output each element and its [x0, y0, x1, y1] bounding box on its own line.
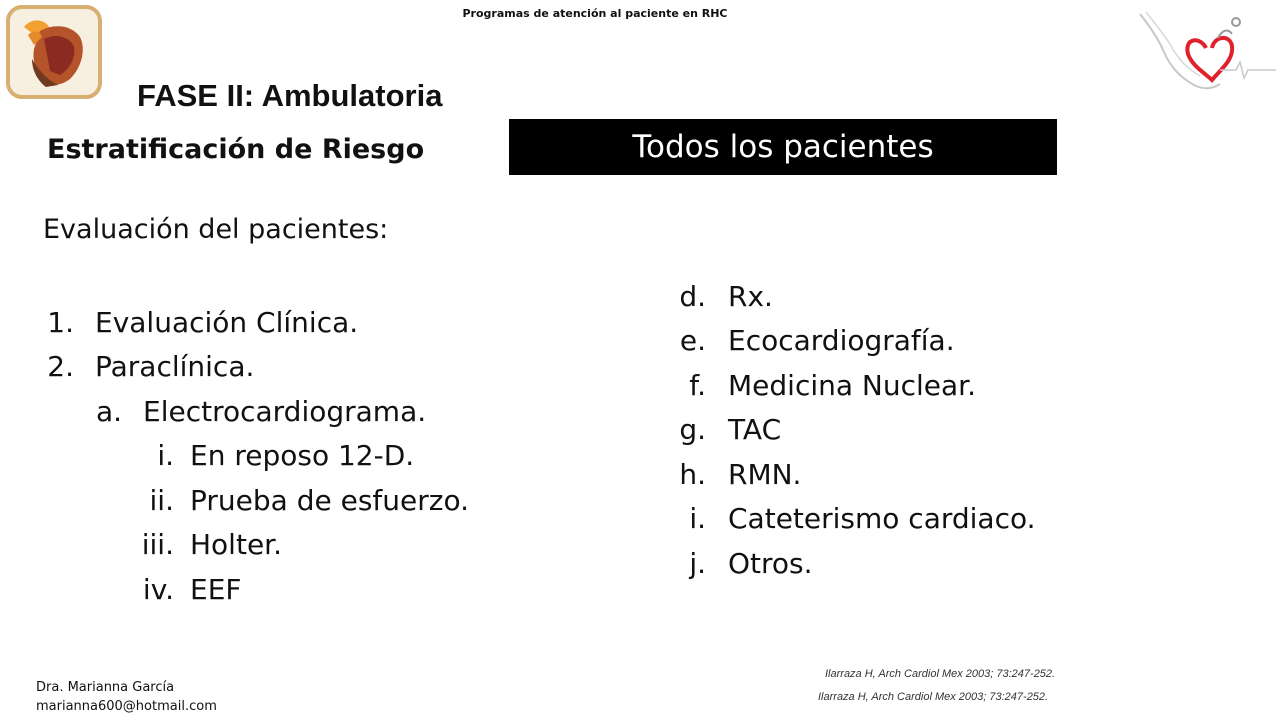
- list-marker: d.: [679, 280, 706, 313]
- list-marker: i.: [689, 502, 706, 535]
- list-text: Holter.: [190, 528, 283, 561]
- list-text: En reposo 12-D.: [190, 439, 415, 472]
- author-footer: [36, 678, 217, 716]
- list-text: Ecocardiografía.: [728, 324, 955, 357]
- risk-stratification-title: Estratificación de Riesgo: [47, 134, 425, 165]
- list-marker: a.: [95, 395, 122, 428]
- list-marker: j.: [689, 547, 706, 580]
- author-email[interactable]: marianna600@hotmail.com: [36, 699, 217, 714]
- list-text: Rx.: [728, 280, 773, 313]
- list-text: Otros.: [728, 547, 813, 580]
- list-marker: h.: [679, 458, 706, 491]
- list-marker: 2.: [47, 350, 74, 383]
- list-text: Prueba de esfuerzo.: [190, 484, 470, 517]
- list-marker: ii.: [149, 484, 174, 517]
- list-text: RMN.: [728, 458, 802, 491]
- header-title: Programas de atención al paciente en RHC: [462, 7, 728, 20]
- list-marker: f.: [689, 369, 706, 402]
- list-text: Paraclínica.: [95, 350, 255, 383]
- citation-primary: Ilarraza H, Arch Cardiol Mex 2003; 73:247-252.: [825, 668, 1056, 680]
- list-text: Cateterismo cardiaco.: [728, 502, 1036, 535]
- all-patients-box: Todos los pacientes: [509, 119, 1057, 175]
- list-marker: 1.: [47, 306, 74, 339]
- list-text: Medicina Nuclear.: [728, 369, 977, 402]
- list-marker: iv.: [142, 573, 174, 606]
- list-text: Electrocardiograma.: [143, 395, 427, 428]
- phase-title: FASE II: Ambulatoria: [137, 78, 443, 113]
- heart-logo-icon: [6, 5, 102, 99]
- list-text: EEF: [190, 573, 242, 606]
- author-name: Dra. Marianna García: [36, 680, 175, 695]
- list-marker: i.: [157, 439, 174, 472]
- map-heart-logo-icon: [1136, 8, 1278, 100]
- list-marker: e.: [679, 324, 706, 357]
- list-marker: iii.: [141, 528, 174, 561]
- list-text: TAC: [728, 413, 782, 446]
- list-text: Evaluación Clínica.: [95, 306, 359, 339]
- evaluation-heading: Evaluación del pacientes:: [43, 214, 389, 245]
- citation-secondary: Ilarraza H, Arch Cardiol Mex 2003; 73:247-252.: [818, 691, 1049, 703]
- list-marker: g.: [679, 413, 706, 446]
